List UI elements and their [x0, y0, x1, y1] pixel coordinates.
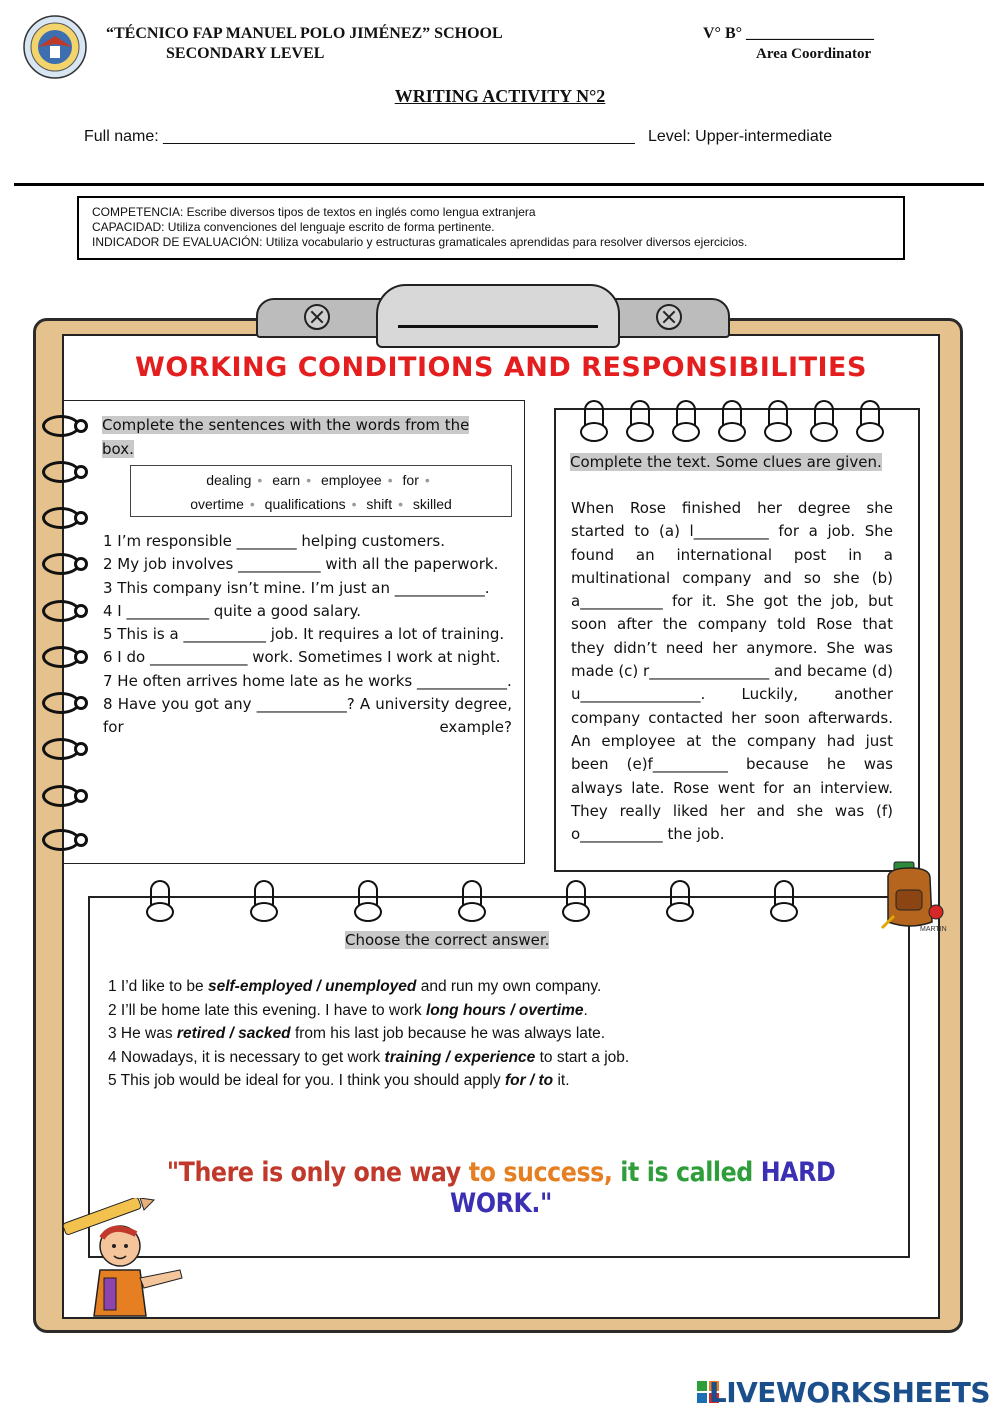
word: overtime	[190, 496, 244, 512]
activity-title: WRITING ACTIVITY N°2	[394, 86, 606, 106]
competencia-line: COMPETENCIA: Escribe diversos tipos de textos en inglés como lengua extranjera	[92, 205, 536, 219]
spiral-hole	[458, 902, 486, 922]
spiral-hole	[74, 742, 88, 756]
spiral-hole	[856, 422, 884, 442]
spiral-hole	[666, 902, 694, 922]
choice-item: 2 I’ll be home late this evening. I have to work long hours / overtime.	[108, 1001, 588, 1019]
choice-options[interactable]: self-employed / unemployed	[207, 978, 417, 995]
sentence-item[interactable]: 5 This is a ___________ job. It requires a lot of training.	[103, 625, 505, 644]
choice-item: 1 I’d like to be self-employed / unemployed and run my own company.	[108, 978, 602, 995]
exercise2-instruction-text: Complete the text. Some clues are given.	[570, 453, 882, 471]
spiral-hole	[74, 419, 88, 433]
sentence-item[interactable]: 2 My job involves ___________ with all the paperwork.	[103, 555, 499, 574]
capacidad-line: CAPACIDAD: Utiliza convenciones del lenguaje escrito de forma pertinente.	[92, 220, 495, 234]
school-logo	[22, 14, 88, 80]
screw-icon	[304, 304, 330, 330]
exercise2-text[interactable]: When Rose finished her degree she started to (a) l__________ for a job. She found an international post in a multinational company and so she (b) a___________ for it. She got the job, but soon after the company told Rose that they didn’t need her anymore. She was made (c) r________________ and became (d) u________________. Luckily, another company contacted her soon afterwards. An employee at the company had just been (e)f__________ because he was always late. Rose went for an interview. They really liked her and she was (f) o___________ the job.	[571, 499, 893, 844]
word-box	[130, 465, 512, 517]
indicador-line: INDICADOR DE EVALUACIÓN: Utiliza vocabulario y estructuras gramaticales aprendidas para resolver diversos ejercicios.	[92, 235, 748, 249]
competencia-box	[77, 196, 905, 260]
choice-options[interactable]: for / to	[504, 1072, 554, 1089]
spiral-hole	[562, 902, 590, 922]
exercise2-instruction	[570, 451, 882, 474]
spiral-hole	[74, 789, 88, 803]
exercise1-instruction	[102, 413, 488, 461]
choice-options[interactable]: retired / sacked	[176, 1025, 291, 1042]
coordinator-label: Area Coordinator	[756, 46, 872, 62]
boy-with-pencil-illustration	[62, 1198, 190, 1326]
quote-part: HARD WORK."	[450, 1157, 836, 1219]
spiral-hole	[74, 511, 88, 525]
level-label: Level: Upper-intermediate	[648, 128, 833, 145]
exercise3-list	[108, 975, 629, 1093]
spiral-hole	[626, 422, 654, 442]
spiral-hole	[74, 465, 88, 479]
spiral-hole	[580, 422, 608, 442]
school-name: “TÉCNICO FAP MANUEL POLO JIMÉNEZ” SCHOOL	[106, 25, 503, 42]
motivational-quote	[115, 1157, 888, 1219]
spiral-hole	[74, 650, 88, 664]
backpack-caption: MARTIN	[920, 926, 947, 933]
sentence-item[interactable]: 4 I ___________ quite a good salary.	[103, 601, 362, 620]
sentence-item[interactable]: 1 I’m responsible ________ helping customers.	[103, 532, 446, 550]
quote-part: it is called	[620, 1157, 761, 1188]
quote-part: "There is only one way	[166, 1157, 469, 1188]
sentence-item[interactable]: 3 This company isn’t mine. I’m just an ____________.	[103, 578, 490, 597]
spiral-hole	[74, 557, 88, 571]
spiral-hole	[810, 422, 838, 442]
screw-icon	[656, 304, 682, 330]
full-name-field[interactable]: Full name: _____________________________________________________	[84, 128, 635, 145]
spiral-hole	[770, 902, 798, 922]
vb-signature-line: V° B° ________________	[703, 25, 875, 42]
choice-item: 4 Nowadays, it is necessary to get work training / experience to start a job.	[108, 1048, 630, 1066]
spiral-hole	[764, 422, 792, 442]
exercise1-instruction-text: Complete the sentences with the words from the box.	[102, 416, 470, 458]
word: for	[402, 472, 419, 488]
spiral-hole	[672, 422, 700, 442]
liveworksheets-logo-text: LIVEWORKSHEETS	[708, 1376, 990, 1409]
choice-item: 5 This job would be ideal for you. I think you should apply for / to it.	[108, 1072, 570, 1089]
sentence-item[interactable]: 8 Have you got any ____________? A university degree, for example?	[103, 695, 512, 737]
exercise1-sentences	[103, 530, 512, 740]
spiral-hole	[74, 696, 88, 710]
spiral-hole	[146, 902, 174, 922]
quote-part: to success,	[468, 1157, 621, 1188]
main-title: WORKING CONDITIONS AND RESPONSIBILITIES	[135, 352, 867, 383]
clipboard-clip-top	[376, 284, 620, 348]
clipboard-slot	[398, 325, 598, 328]
spiral-hole	[718, 422, 746, 442]
word: qualifications	[264, 496, 346, 512]
word: skilled	[412, 496, 452, 512]
header-divider	[14, 183, 984, 186]
spiral-hole	[74, 833, 88, 847]
spiral-hole	[74, 604, 88, 618]
word-box-row: dealing • earn • employee • for •	[206, 472, 430, 488]
exercise3-instruction	[345, 929, 549, 952]
school-level: SECONDARY LEVEL	[166, 45, 325, 62]
word-box-row: overtime • qualifications • shift • skilled	[190, 496, 452, 512]
choice-options[interactable]: long hours / overtime	[425, 1001, 584, 1019]
sentence-item[interactable]: 6 I do _____________ work. Sometimes I work at night.	[103, 648, 501, 667]
word: dealing	[206, 472, 252, 488]
sentence-item[interactable]: 7 He often arrives home late as he works ____________.	[103, 671, 512, 690]
spiral-hole	[354, 902, 382, 922]
spiral-hole	[250, 902, 278, 922]
backpack-illustration	[880, 856, 947, 934]
choice-item: 3 He was retired / sacked from his last job because he was always late.	[108, 1025, 606, 1042]
word: employee	[321, 472, 382, 488]
choice-options[interactable]: training / experience	[384, 1048, 536, 1066]
word: earn	[272, 472, 301, 488]
word: shift	[366, 496, 393, 512]
exercise3-instruction-text: Choose the correct answer.	[345, 931, 550, 949]
